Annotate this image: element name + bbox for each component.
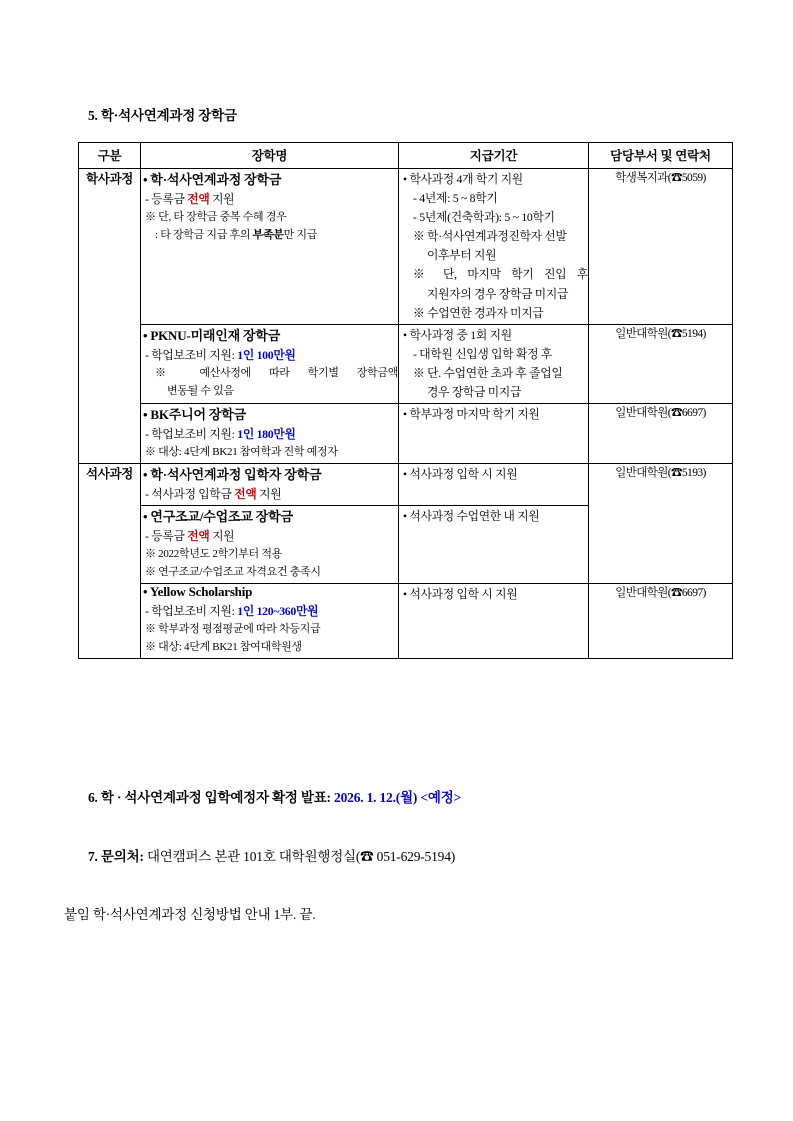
cell-department-contact: 일반대학원(☎5194) xyxy=(589,324,733,403)
paragraph-attachment xyxy=(64,903,315,923)
section-title-text: 학·석사연계과정 장학금 xyxy=(100,108,237,123)
scholarship-title: • PKNU-미래인재 장학금 xyxy=(143,327,281,343)
period-line: • 학부과정 마지막 학기 지원 xyxy=(403,407,540,422)
bullet-icon: • xyxy=(143,327,148,343)
section-number: 5. xyxy=(88,108,98,123)
period-line: • 학사과정 4개 학기 지원 xyxy=(403,172,523,186)
paragraph-item-6 xyxy=(88,786,461,806)
scholarship-detail-line: ※ 대상: 4단계 BK21 참여대학원생 xyxy=(145,641,302,654)
period-line: ※ 학·석사연계과정진학자 선발 xyxy=(413,229,567,244)
bullet-icon: • xyxy=(143,584,148,600)
cell-scholarship-name xyxy=(141,506,399,584)
scholarship-table xyxy=(78,142,733,659)
scholarship-detail-line: ※ 대상: 4단계 BK21 참여학과 진학 예정자 xyxy=(145,446,338,459)
scholarship-detail-line: - 학업보조비 지원: 1인 100만원 xyxy=(145,347,296,362)
period-line: - 4년제: 5 ~ 8학기 xyxy=(413,191,498,206)
table-row xyxy=(79,324,733,403)
table-row xyxy=(79,404,733,464)
scholarship-title: • BK주니어 장학금 xyxy=(143,407,246,423)
period-line: ※ 단. 수업연한 초과 후 졸업일 xyxy=(413,365,563,380)
section-heading xyxy=(88,104,237,124)
cell-department-contact: 일반대학원(☎6697) xyxy=(589,404,733,464)
table-row xyxy=(79,169,733,325)
scholarship-detail-line: - 학업보조비 지원: 1인 120~360만원 xyxy=(145,604,319,619)
header-payment-period: 지급기간 xyxy=(399,143,589,169)
scholarship-detail-line: ※ 연구조교/수업조교 자격요건 충족시 xyxy=(145,566,321,579)
header-scholarship-name: 장학명 xyxy=(141,143,399,169)
period-line: • 석사과정 수업연한 내 지원 xyxy=(403,509,540,524)
cell-payment-period xyxy=(399,464,589,506)
cell-payment-period xyxy=(399,584,589,659)
cell-scholarship-name xyxy=(141,324,399,403)
cell-payment-period xyxy=(399,169,589,325)
cell-division: 석사과정 xyxy=(79,464,141,659)
table-body xyxy=(79,169,733,659)
cell-scholarship-name xyxy=(141,404,399,464)
bullet-icon: • xyxy=(143,509,148,525)
period-line: - 5년제(건축학과): 5 ~ 10학기 xyxy=(413,210,555,225)
scholarship-title: • Yellow Scholarship xyxy=(143,584,253,600)
item7-label: 문의처: xyxy=(100,849,144,864)
bullet-icon: • xyxy=(143,407,148,423)
item7-text: 대연캠퍼스 본관 101호 대학원행정실(☎ 051-629-5194) xyxy=(146,849,456,864)
scholarship-title: • 학·석사연계과정 입학자 장학금 xyxy=(143,467,322,483)
bullet-icon: • xyxy=(143,467,148,483)
scholarship-detail-line: ※ 학부과정 평점평균에 따라 차등지급 xyxy=(145,623,321,636)
scholarship-title: • 연구조교/수업조교 장학금 xyxy=(143,509,293,525)
period-line: ※ 단, 마지막 학기 진입 후 xyxy=(413,267,588,282)
scholarship-detail-line: 변동될 수 있음 xyxy=(167,384,234,397)
scholarship-detail-line: ※ 단, 타 장학금 중복 수혜 경우 xyxy=(145,211,287,224)
scholarship-detail-line: ※ 예산사정에 따라 학기별 장학금액 xyxy=(155,366,398,379)
scholarship-detail-line: - 석사과정 입학금 전액 지원 xyxy=(145,487,282,502)
item6-number: 6. xyxy=(88,790,98,805)
scholarship-detail-line: ※ 2022학년도 2학기부터 적용 xyxy=(145,548,282,561)
scholarship-detail-line: - 학업보조비 지원: 1인 180만원 xyxy=(145,427,296,442)
attachment-text: 붙임 학·석사연계과정 신청방법 안내 1부. 끝. xyxy=(64,907,316,922)
table-header-row xyxy=(79,143,733,169)
period-line: • 석사과정 입학 시 지원 xyxy=(403,467,518,482)
table-row xyxy=(79,464,733,506)
period-line: - 대학원 신입생 입학 확정 후 xyxy=(413,346,552,361)
table-row xyxy=(79,584,733,659)
header-division: 구분 xyxy=(79,143,141,169)
cell-payment-period xyxy=(399,324,589,403)
period-line: ※ 수업연한 경과자 미지급 xyxy=(413,305,544,320)
bullet-icon: • xyxy=(143,172,148,187)
period-line: • 석사과정 입학 시 지원 xyxy=(403,587,518,602)
cell-department-contact: 일반대학원(☎6697) xyxy=(589,584,733,659)
header-department-contact: 담당부서 및 연락처 xyxy=(589,143,733,169)
cell-payment-period xyxy=(399,506,589,584)
item6-text: 학 · 석사연계과정 입학예정자 확정 발표: xyxy=(100,790,331,805)
cell-division: 학사과정 xyxy=(79,169,141,464)
period-line: 경우 장학금 미지급 xyxy=(427,385,522,400)
period-line: 이후부터 지원 xyxy=(427,248,497,263)
scholarship-title: • 학·석사연계과정 장학금 xyxy=(143,172,282,187)
cell-scholarship-name xyxy=(141,169,399,325)
item6-value: 2026. 1. 12.(월) <예정> xyxy=(334,790,462,805)
cell-department-contact: 학생복지과(☎5059) xyxy=(589,169,733,325)
scholarship-detail-line: : 타 장학금 지급 후의 부족분만 지급 xyxy=(155,229,318,242)
item7-number: 7. xyxy=(88,849,98,864)
cell-department-contact: 일반대학원(☎5193) xyxy=(589,464,733,584)
paragraph-item-7 xyxy=(88,845,455,865)
period-line: • 학사과정 중 1회 지원 xyxy=(403,327,512,342)
cell-scholarship-name xyxy=(141,584,399,659)
period-line: 지원자의 경우 장학금 미지급 xyxy=(427,286,569,301)
scholarship-detail-line: - 등록금 전액 지원 xyxy=(145,529,235,544)
cell-scholarship-name xyxy=(141,464,399,506)
scholarship-detail-line: - 등록금 전액 지원 xyxy=(145,192,235,206)
cell-payment-period xyxy=(399,404,589,464)
